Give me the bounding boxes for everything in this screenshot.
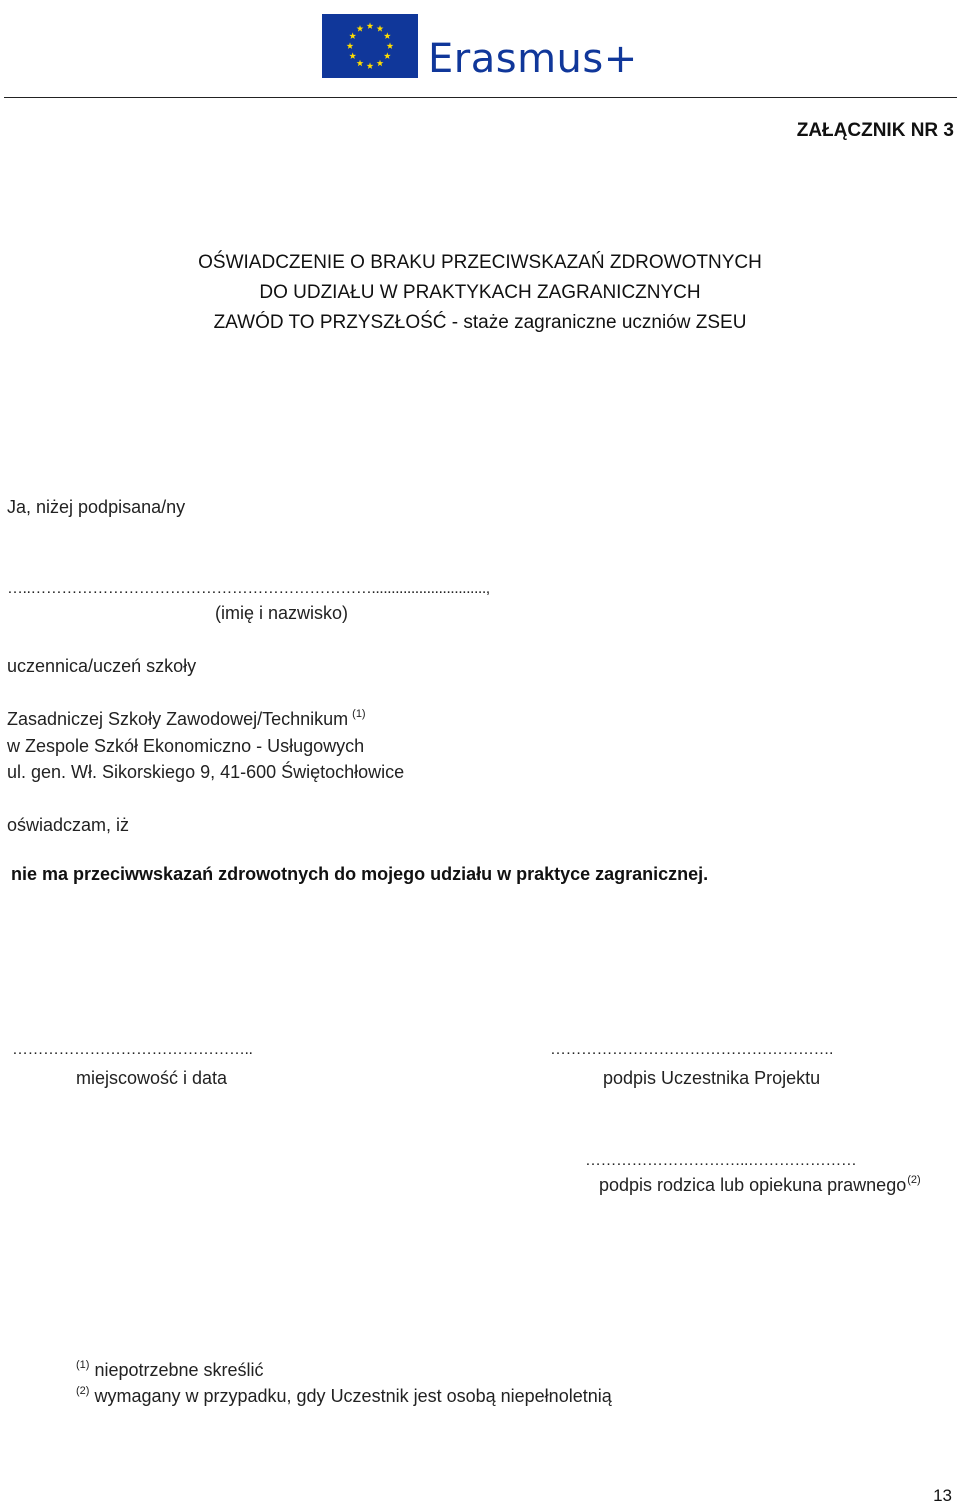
student-of-text: uczennica/uczeń szkoły <box>7 656 197 676</box>
erasmus-logo-text: Erasmus+ <box>428 36 638 82</box>
footnote-ref-2: (2) <box>907 1174 921 1186</box>
place-date-caption: miejscowość i data <box>76 1068 228 1088</box>
document-title-line-3: ZAWÓD TO PRZYSZŁOŚĆ - staże zagraniczne uczniów ZSEU <box>213 312 747 333</box>
annex-label: ZAŁĄCZNIK NR 3 <box>796 120 954 141</box>
participant-signature-fill-line: ………………………………………………. <box>550 1041 833 1058</box>
footnote-ref-1: (1) <box>352 708 366 720</box>
declare-text: oświadczam, iż <box>7 815 130 835</box>
header-divider <box>4 97 957 98</box>
page-number: 13 <box>933 1486 952 1505</box>
guardian-signature-caption-text: podpis rodzica lub opiekuna prawnego <box>599 1175 907 1195</box>
footnote-1-mark: (1) <box>76 1359 90 1371</box>
name-fill-line: …..…………………………………………………………............................., <box>7 580 490 597</box>
school-address-line: ul. gen. Wł. Sikorskiego 9, 41-600 Świętochłowice <box>7 762 405 782</box>
participant-signature-caption: podpis Uczestnika Projektu <box>603 1068 821 1088</box>
footnote-2-mark: (2) <box>76 1385 90 1397</box>
place-date-fill-line: ……………………………………….. <box>12 1041 253 1058</box>
school-line <box>7 709 366 730</box>
school-line-text: Zasadniczej Szkoły Zawodowej/Technikum <box>7 709 349 729</box>
health-statement: nie ma przeciwwskazań zdrowotnych do mojego udziału w praktyce zagranicznej. <box>11 864 709 884</box>
footnote-2 <box>76 1386 612 1407</box>
footnote-1 <box>76 1360 264 1381</box>
eu-flag-icon <box>322 14 418 78</box>
name-caption: (imię i nazwisko) <box>215 603 349 623</box>
footnote-1-text: niepotrzebne skreślić <box>94 1360 264 1380</box>
footnote-2-text: wymagany w przypadku, gdy Uczestnik jest osobą niepełnoletnią <box>94 1386 612 1406</box>
guardian-signature-fill-line: …………………………..………………… <box>585 1152 857 1169</box>
school-complex-line: w Zespole Szkół Ekonomiczno - Usługowych <box>7 736 365 756</box>
guardian-signature-caption <box>599 1175 921 1196</box>
intro-text: Ja, niżej podpisana/ny <box>7 497 186 517</box>
document-title-line-2: DO UDZIAŁU W PRAKTYKACH ZAGRANICZNYCH <box>259 282 701 303</box>
document-title-line-1: OŚWIADCZENIE O BRAKU PRZECIWSKAZAŃ ZDROWOTNYCH <box>198 252 762 273</box>
